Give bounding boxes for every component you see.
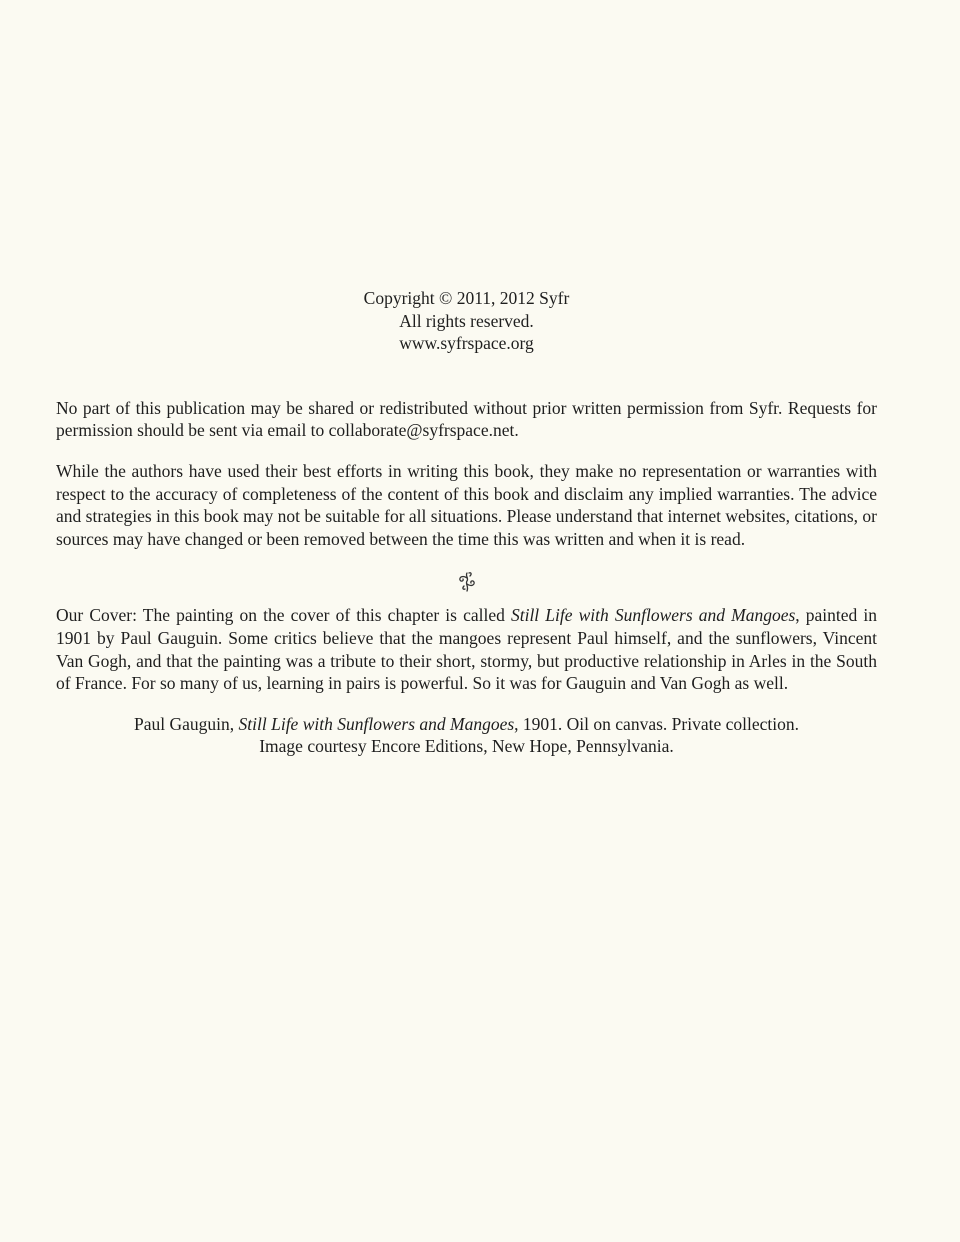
copyright-block — [56, 287, 877, 355]
permission-paragraph: No part of this publication may be shared or redistributed without prior written permission from Syfr. Requests for permission should be sent via email to collaborate@syfrspace.net. — [56, 397, 877, 441]
cover-paragraph — [56, 604, 877, 694]
cover-intro: Our Cover: The painting on the cover of this chapter is called — [56, 605, 511, 626]
disclaimer-paragraph: While the authors have used their best efforts in writing this book, they make no representation or warranties with respect to the accuracy of completeness of the content of this book and disclaim any implied warranties. The advice and strategies in this book may not be suitable for all situations. Please understand that internet websites, citations, or sources may have changed or been removed between the time this was written and when it is read. — [56, 460, 877, 549]
credit-painting-title: Still Life with Sunflowers and Mangoes — [238, 713, 515, 734]
credit-line-1 — [56, 713, 877, 736]
credit-artist: Paul Gauguin, — [134, 713, 239, 734]
copyright-page — [56, 287, 877, 758]
fleuron-icon — [56, 567, 877, 593]
painting-title: Still Life with Sunflowers and Mangoes — [510, 605, 796, 626]
image-credit — [56, 713, 877, 758]
rights-line: All rights reserved. — [399, 310, 534, 331]
credit-line-2: Image courtesy Encore Editions, New Hope, Pennsylvania. — [259, 736, 674, 757]
website-line: www.syfrspace.org — [399, 333, 534, 354]
cover-rest: , painted in 1901 by Paul Gauguin. Some critics believe that the mangoes represent Paul himself, and the sunflowers, Vincent Van Gogh, and that the painting was a tribute to their short, stormy, but productive relationship in Arles in the South of France. For so many of us, learning in pairs is powerful. So it was for Gauguin and Van Gogh as well. — [56, 605, 877, 694]
copyright-line: Copyright © 2011, 2012 Syfr — [363, 288, 570, 308]
credit-details: , 1901. Oil on canvas. Private collection. — [514, 713, 799, 734]
